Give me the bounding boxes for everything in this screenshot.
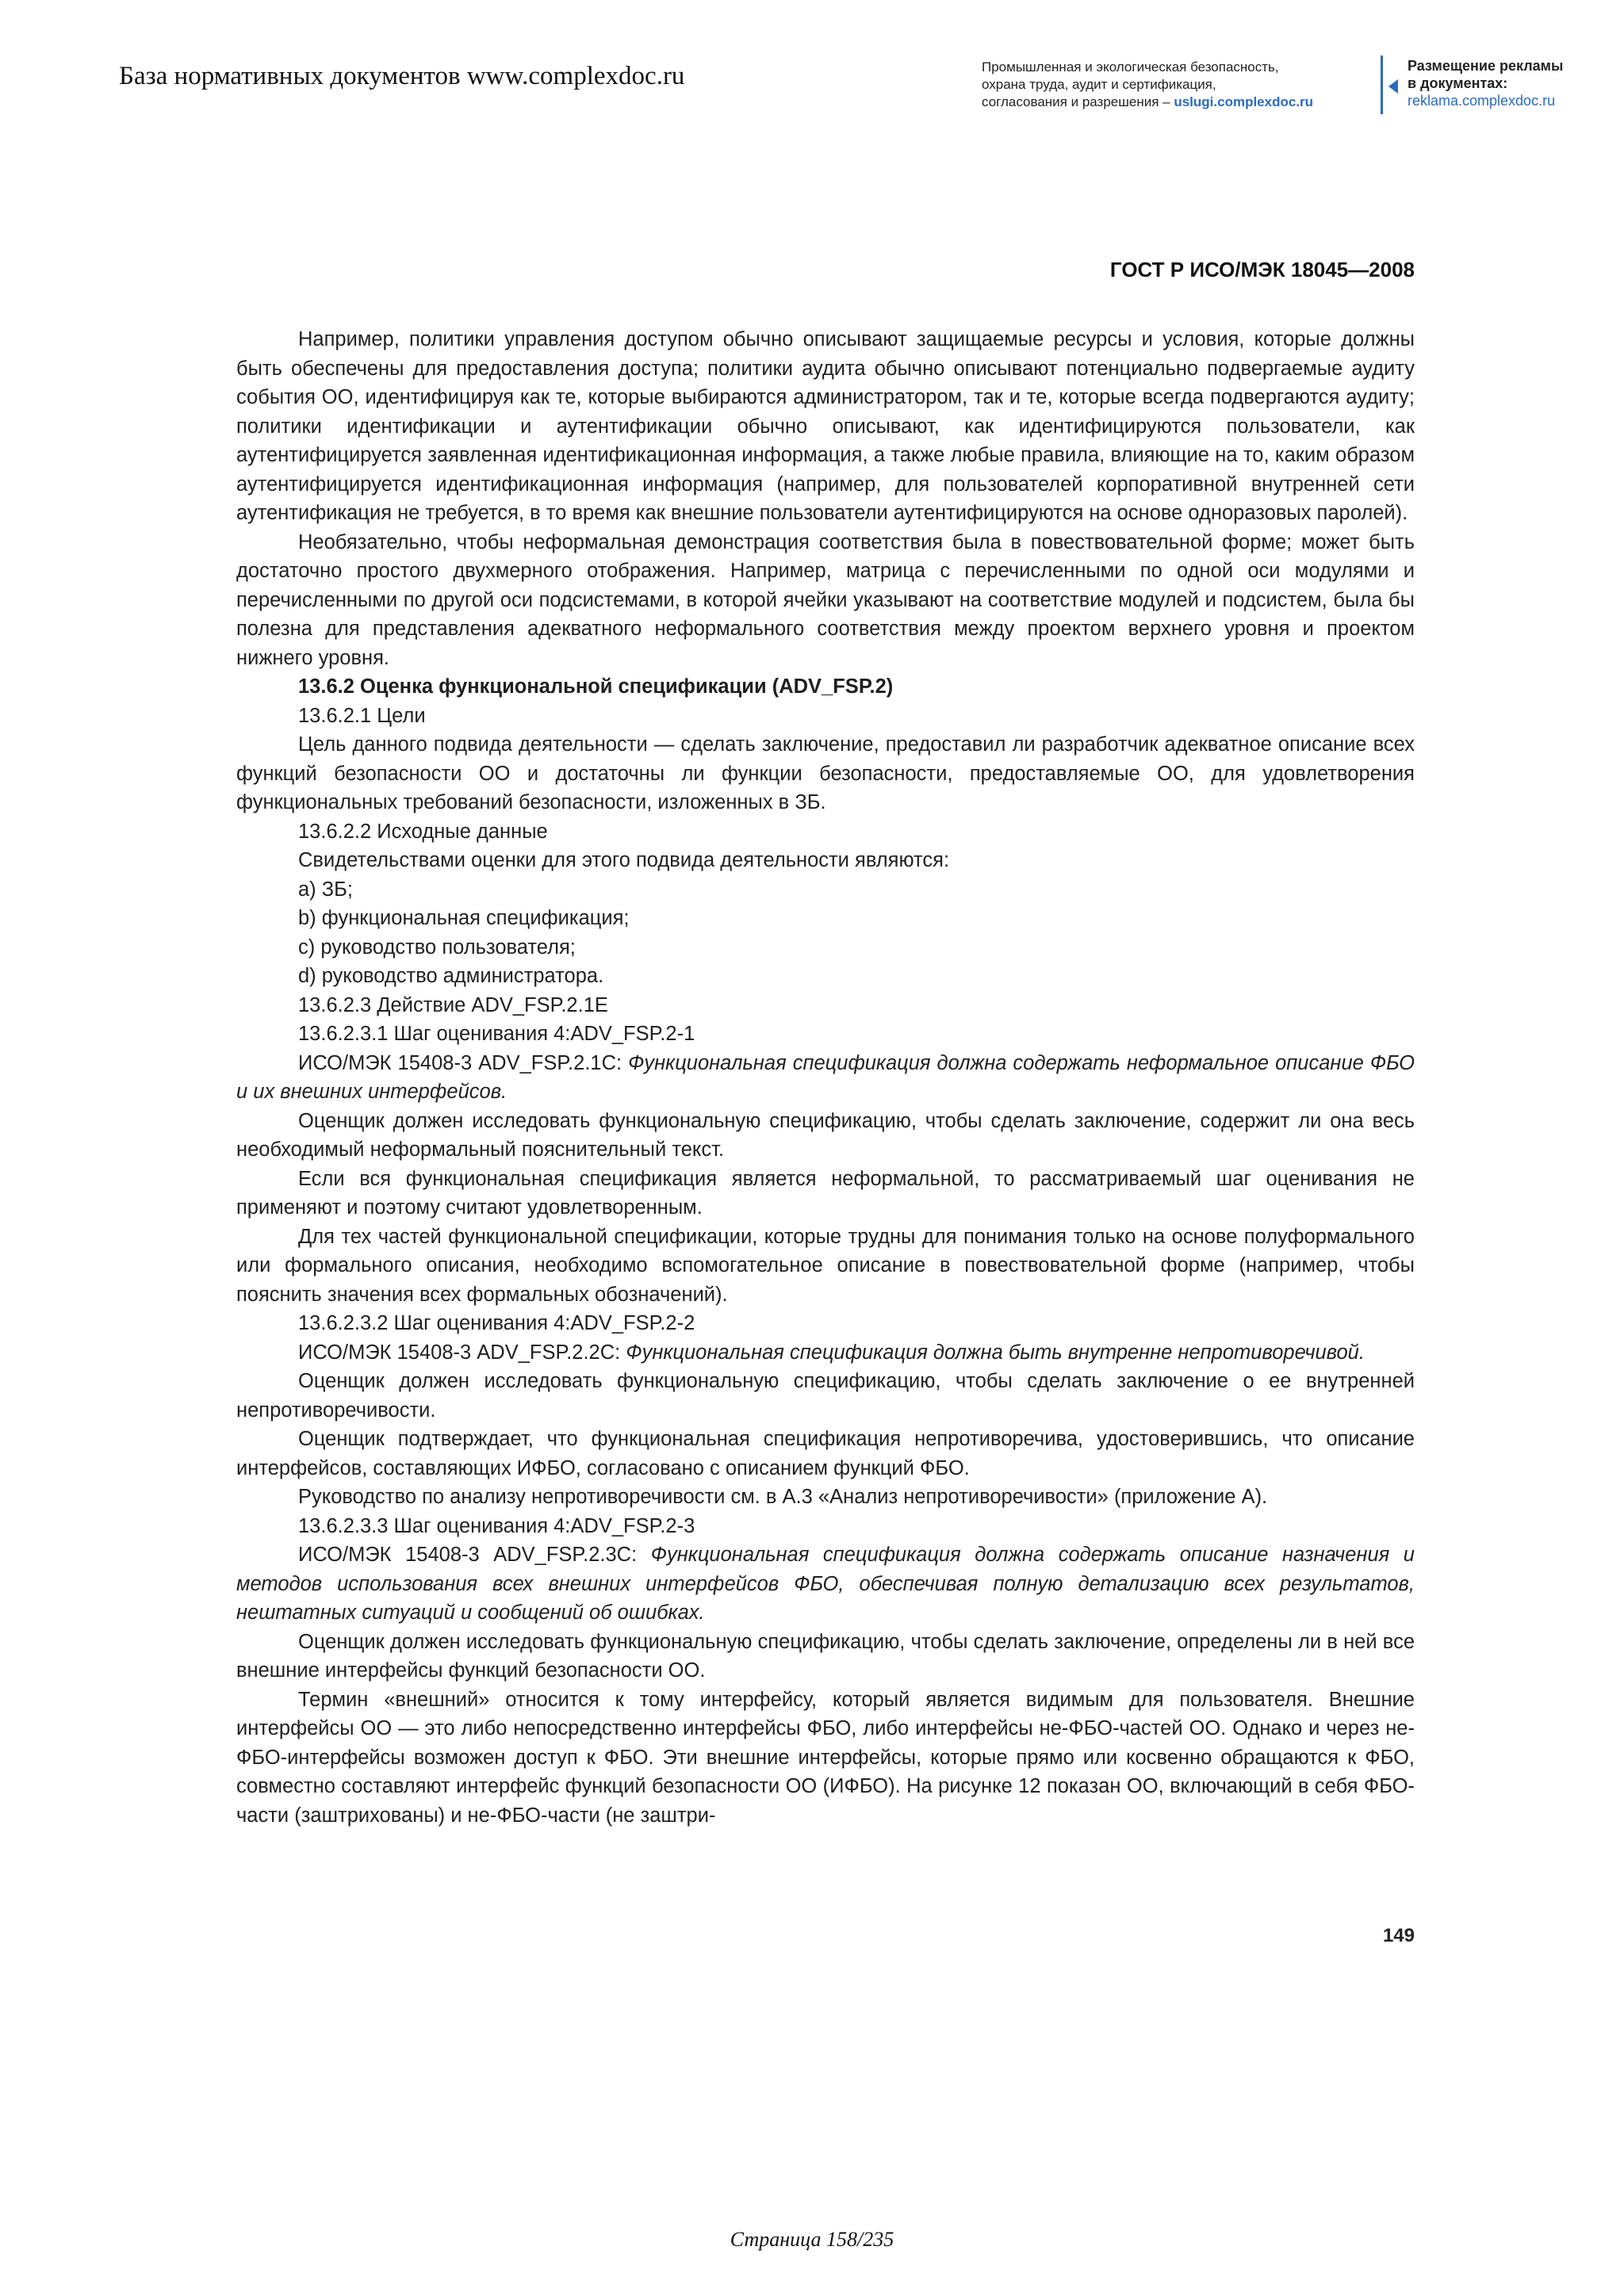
list-item: b) функциональная спецификация; xyxy=(298,907,630,929)
paragraph: Необязательно, чтобы неформальная демонстрация соответствия была в повествовательной форме; может быть достаточно простого двухмерного отображения. Например, матрица с перечисленными по одной оси модулями и перечисленными по другой оси подсистемами, в которой ячейки указывают на соответствие модулей и подсистем, была бы полезна для представления адекватного неформального соответствия между проектом верхнего уровня и проектом нижнего уровня. xyxy=(236,530,1415,669)
document-code: ГОСТ Р ИСО/МЭК 18045—2008 xyxy=(1109,258,1415,281)
requirement xyxy=(236,1338,1415,1368)
subsection-title: 13.6.2.3 Действие ADV_FSP.2.1E xyxy=(298,993,608,1016)
requirement-text: Функциональная спецификация должна содержать описание назначения и методов использования всех внешних интерфейсов ФБО, обеспечивая полную детализацию всех результатов, нештатных ситуаций и сообщений об ошибках. xyxy=(236,1544,1415,1624)
services-line: согласования и разрешения – xyxy=(982,94,1170,109)
ads-link[interactable]: reklama.complexdoc.ru xyxy=(1408,93,1556,109)
section-heading: 13.6.2 Оценка функциональной спецификации (ADV_FSP.2) xyxy=(298,675,894,698)
paragraph: Оценщик должен исследовать функциональную спецификацию, чтобы сделать заключение о ее внутренней непротиворечивости. xyxy=(236,1370,1415,1422)
list-item: d) руководство администратора. xyxy=(298,965,604,987)
paragraph: Цель данного подвида деятельности — сделать заключение, предоставил ли разработчик адекватное описание всех функций безопасности ОО и достаточны ли функции безопасности, предоставляемые ОО, для удовлетворения функциональных требований безопасности, изложенных в ЗБ. xyxy=(236,733,1415,813)
services-link[interactable]: uslugi.complexdoc.ru xyxy=(1174,94,1314,109)
subsection-title: 13.6.2.3.3 Шаг оценивания 4:ADV_FSP.2-3 xyxy=(298,1514,695,1537)
paragraph: Например, политики управления доступом обычно описывают защищаемые ресурсы и условия, которые должны быть обеспечены для предоставления доступа; политики аудита обычно описывают потенциально подвергаемые аудиту события ОО, идентифицируя как те, которые выбираются администратором, так и те, которые всегда подвергаются аудиту; политики идентификации и аутентификации обычно описывают, как идентифицируются пользователи, как аутентифицируется заявленная идентификационная информация, а также любые правила, влияющие на то, каким образом аутентифицируется идентификационная информация (например, для пользователей корпоративной внутренней сети аутентификация не требуется, в то время как внешние пользователи аутентифицируются на основе одноразовых паролей). xyxy=(236,328,1415,524)
requirement-ref: ИСО/МЭК 15408-3 ADV_FSP.2.3C: xyxy=(298,1544,651,1566)
page-footer: Страница 158/235 xyxy=(730,2228,894,2251)
ads-line: в документах: xyxy=(1408,75,1508,91)
ads-line: Размещение рекламы xyxy=(1408,58,1564,74)
page-number: 149 xyxy=(1382,1925,1415,1946)
document-body xyxy=(236,325,1415,1830)
subsection-title: 13.6.2.3.2 Шаг оценивания 4:ADV_FSP.2-2 xyxy=(298,1312,695,1334)
ads-block xyxy=(1408,57,1598,109)
paragraph: Оценщик должен исследовать функциональную спецификацию, чтобы сделать заключение, определены ли в ней все внешние интерфейсы функций безопасности ОО. xyxy=(236,1630,1415,1682)
paragraph: Если вся функциональная спецификация является неформальной, то рассматриваемый шаг оценивания не применяют и поэтому считают удовлетворенным. xyxy=(236,1167,1415,1219)
paragraph: Руководство по анализу непротиворечивости см. в А.3 «Анализ непротиворечивости» (приложение А). xyxy=(298,1486,1268,1508)
services-line: охрана труда, аудит и сертификация, xyxy=(982,77,1216,92)
header-divider xyxy=(1381,55,1383,114)
paragraph: Оценщик должен исследовать функциональную спецификацию, чтобы сделать заключение, содержит ли она весь необходимый неформальный пояснительный текст. xyxy=(236,1109,1415,1161)
subsection-title: 13.6.2.1 Цели xyxy=(298,704,426,727)
paragraph: Оценщик подтверждает, что функциональная спецификация непротиворечива, удостоверившись, что описание интерфейсов, составляющих ИФБО, согласовано с описанием функций ФБО. xyxy=(236,1428,1415,1479)
requirement-ref: ИСО/МЭК 15408-3 ADV_FSP.2.2C: xyxy=(298,1341,626,1364)
subsection-title: 13.6.2.2 Исходные данные xyxy=(298,820,548,843)
services-line-with-link xyxy=(982,94,1386,111)
paragraph: Для тех частей функциональной спецификации, которые трудны для понимания только на основе полуформального или формального описания, необходимо вспомогательное описание в повествовательной форме (например, чтобы пояснить значения всех формальных обозначений). xyxy=(236,1225,1415,1306)
list-item: c) руководство пользователя; xyxy=(298,936,576,959)
requirement-text: Функциональная спецификация должна быть внутренне непротиворечивой. xyxy=(626,1341,1365,1364)
paragraph: Термин «внешний» относится к тому интерфейсу, который является видимым для пользователя. Внешние интерфейсы ОО — это либо непосредственно интерфейсы ФБО, либо интерфейсы не-ФБО-частей ОО. Однако и через не-ФБО-интерфейсы возможен доступ к ФБО. Эти внешние интерфейсы, которые прямо или косвенно обращаются к ФБО, совместно составляют интерфейс функций безопасности ОО (ИФБО). На рисунке 12 показан ОО, включающий в себя ФБО-части (заштрихованы) и не-ФБО-части (не заштри- xyxy=(236,1688,1415,1827)
paragraph: Свидетельствами оценки для этого подвида деятельности являются: xyxy=(298,849,950,871)
services-block xyxy=(982,59,1386,111)
site-title: База нормативных документов www.complexdoc.ru xyxy=(119,62,685,90)
requirement xyxy=(236,1540,1415,1628)
subsection-title: 13.6.2.3.1 Шаг оценивания 4:ADV_FSP.2-1 xyxy=(298,1023,695,1045)
requirement-text: Функциональная спецификация должна содержать неформальное описание ФБО и их внешних интерфейсов. xyxy=(236,1051,1415,1103)
requirement xyxy=(236,1049,1415,1107)
list-item: a) ЗБ; xyxy=(298,878,353,901)
arrow-left-icon xyxy=(1388,79,1398,94)
requirement-ref: ИСО/МЭК 15408-3 ADV_FSP.2.1C: xyxy=(298,1051,629,1074)
services-line: Промышленная и экологическая безопасность, xyxy=(982,59,1279,75)
